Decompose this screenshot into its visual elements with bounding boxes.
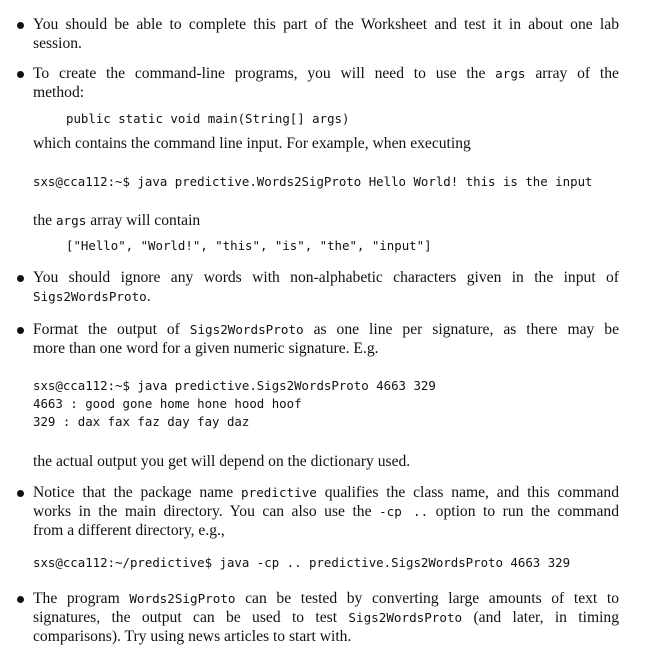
paragraph-line: [33, 320, 619, 339]
text-run: Format the output of: [33, 321, 180, 338]
bullet-marker: [17, 327, 24, 334]
output-example-code: 329 : dax fax faz day fay daz: [33, 414, 250, 429]
text-run: array will contain: [90, 212, 201, 229]
output-example-code: sxs@cca112:~$ java predictive.Sigs2WordsProto 4663 329: [33, 378, 436, 393]
paragraph-line: You should be able to complete this part of the Worksheet and test it in about one lab: [33, 16, 619, 33]
bullet-marker: [17, 275, 24, 282]
text-run: Notice that the package name: [33, 484, 234, 501]
text-run: .: [146, 288, 151, 305]
paragraph-line: the actual output you get will depend on the dictionary used.: [33, 453, 411, 470]
args-array-literal-code: ["Hello", "World!", "this", "is", "the", "input"]: [66, 238, 432, 253]
text-run: The program: [33, 590, 120, 607]
inline-code: Sigs2WordsProto: [189, 322, 304, 337]
cp-command-code: sxs@cca112:~/predictive$ java -cp .. predictive.Sigs2WordsProto 4663 329: [33, 555, 571, 570]
paragraph-line: [33, 64, 619, 83]
paragraph-line: [33, 502, 619, 521]
inline-code: args: [55, 213, 87, 228]
text-run: To create the command-line programs, you will need to use the: [33, 65, 486, 82]
bullet-marker: [17, 71, 24, 78]
text-run: (and later, in timing: [473, 609, 620, 626]
inline-code: Sigs2WordsProto: [348, 610, 463, 625]
bullet-marker: [17, 596, 24, 603]
inline-code: args: [495, 66, 526, 81]
inline-code: predictive: [241, 485, 317, 500]
paragraph-line: [33, 608, 619, 627]
output-example-code: 4663 : good gone home hone hood hoof: [33, 396, 302, 411]
paragraph-line: [33, 211, 619, 230]
command-example-code: sxs@cca112:~$ java predictive.Words2SigProto Hello World! this is the input: [33, 174, 593, 189]
text-run: works in the main directory. You can also use the: [33, 503, 372, 520]
paragraph-line: [33, 287, 619, 306]
text-run: signatures, the output can be used to test: [33, 609, 338, 626]
paragraph-line: You should ignore any words with non-alphabetic characters given in the input of: [33, 269, 619, 286]
method-signature-code: public static void main(String[] args): [66, 111, 350, 126]
inline-code: -cp ..: [379, 504, 429, 519]
text-run: can be tested by converting large amounts of text to: [245, 590, 620, 607]
paragraph-line: comparisons). Try using news articles to start with.: [33, 628, 352, 645]
text-run: array of the: [535, 65, 619, 82]
bullet-marker: [17, 490, 24, 497]
inline-code: Sigs2WordsProto: [33, 289, 147, 304]
inline-code: Words2SigProto: [129, 591, 236, 606]
paragraph-line: method:: [33, 84, 85, 101]
paragraph-line: session.: [33, 35, 82, 52]
paragraph-line: which contains the command line input. For example, when executing: [33, 135, 471, 152]
paragraph-line: more than one word for a given numeric signature. E.g.: [33, 340, 379, 357]
paragraph-line: [33, 483, 619, 502]
bullet-marker: [17, 22, 24, 29]
paragraph-line: from a different directory, e.g.,: [33, 522, 225, 539]
text-run: qualifies the class name, and this command: [324, 484, 620, 501]
text-run: the: [33, 212, 53, 229]
text-run: as one line per signature, as there may be: [313, 321, 619, 338]
paragraph-line: [33, 589, 619, 608]
text-run: option to run the command: [435, 503, 620, 520]
